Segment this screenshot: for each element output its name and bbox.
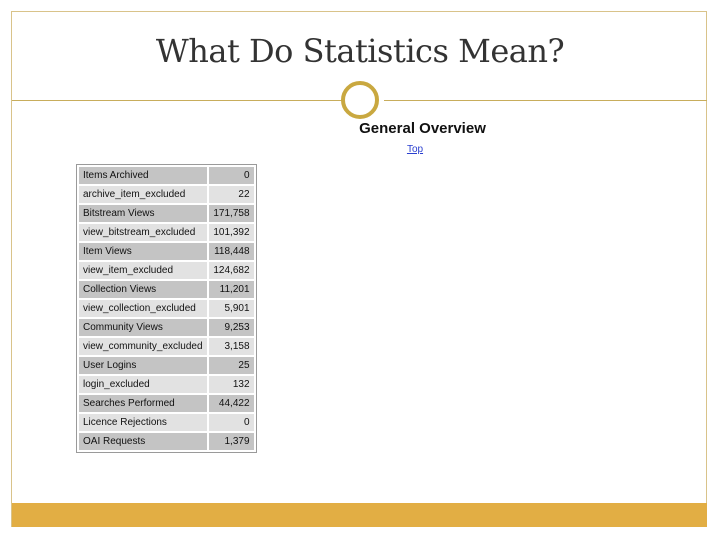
table-row: [79, 338, 254, 355]
stat-label: Licence Rejections: [79, 414, 207, 431]
table-row: [79, 167, 254, 184]
stat-value: 22: [209, 186, 254, 203]
slide-title: What Do Statistics Mean?: [155, 32, 565, 70]
table-row: [79, 243, 254, 260]
table-row: [79, 319, 254, 336]
stat-value: 124,682: [209, 262, 254, 279]
stat-value: 44,422: [209, 395, 254, 412]
table-row: [79, 186, 254, 203]
top-link[interactable]: Top: [406, 144, 424, 155]
stat-value: 9,253: [209, 319, 254, 336]
stat-label: login_excluded: [79, 376, 207, 393]
stat-value: 5,901: [209, 300, 254, 317]
table-row: [79, 281, 254, 298]
stat-value: 3,158: [209, 338, 254, 355]
stat-value: 11,201: [209, 281, 254, 298]
table-row: [79, 224, 254, 241]
table-row: [79, 376, 254, 393]
stat-label: Searches Performed: [79, 395, 207, 412]
stat-value: 25: [209, 357, 254, 374]
footer-bar: [12, 503, 707, 527]
divider-ring-icon: [341, 81, 379, 119]
table-row: [79, 262, 254, 279]
table-row: [79, 414, 254, 431]
table-row: [79, 205, 254, 222]
stat-label: view_collection_excluded: [79, 300, 207, 317]
stat-label: OAI Requests: [79, 433, 207, 450]
table-row: [79, 433, 254, 450]
stat-value: 118,448: [209, 243, 254, 260]
stat-value: 1,379: [209, 433, 254, 450]
general-overview-heading: General Overview: [359, 120, 486, 137]
table-row: [79, 357, 254, 374]
title-divider-left: [12, 100, 342, 101]
stat-label: archive_item_excluded: [79, 186, 207, 203]
stat-value: 171,758: [209, 205, 254, 222]
stat-label: Item Views: [79, 243, 207, 260]
table-row: [79, 300, 254, 317]
stat-value: 132: [209, 376, 254, 393]
title-divider-right: [384, 100, 707, 101]
stat-value: 0: [209, 167, 254, 184]
table-row: [79, 395, 254, 412]
stat-value: 0: [209, 414, 254, 431]
stat-label: view_bitstream_excluded: [79, 224, 207, 241]
stat-label: Bitstream Views: [79, 205, 207, 222]
statistics-table: [76, 164, 257, 453]
stat-label: User Logins: [79, 357, 207, 374]
stat-value: 101,392: [209, 224, 254, 241]
stat-label: Community Views: [79, 319, 207, 336]
stat-label: Items Archived: [79, 167, 207, 184]
stat-label: Collection Views: [79, 281, 207, 298]
stat-label: view_community_excluded: [79, 338, 207, 355]
stat-label: view_item_excluded: [79, 262, 207, 279]
